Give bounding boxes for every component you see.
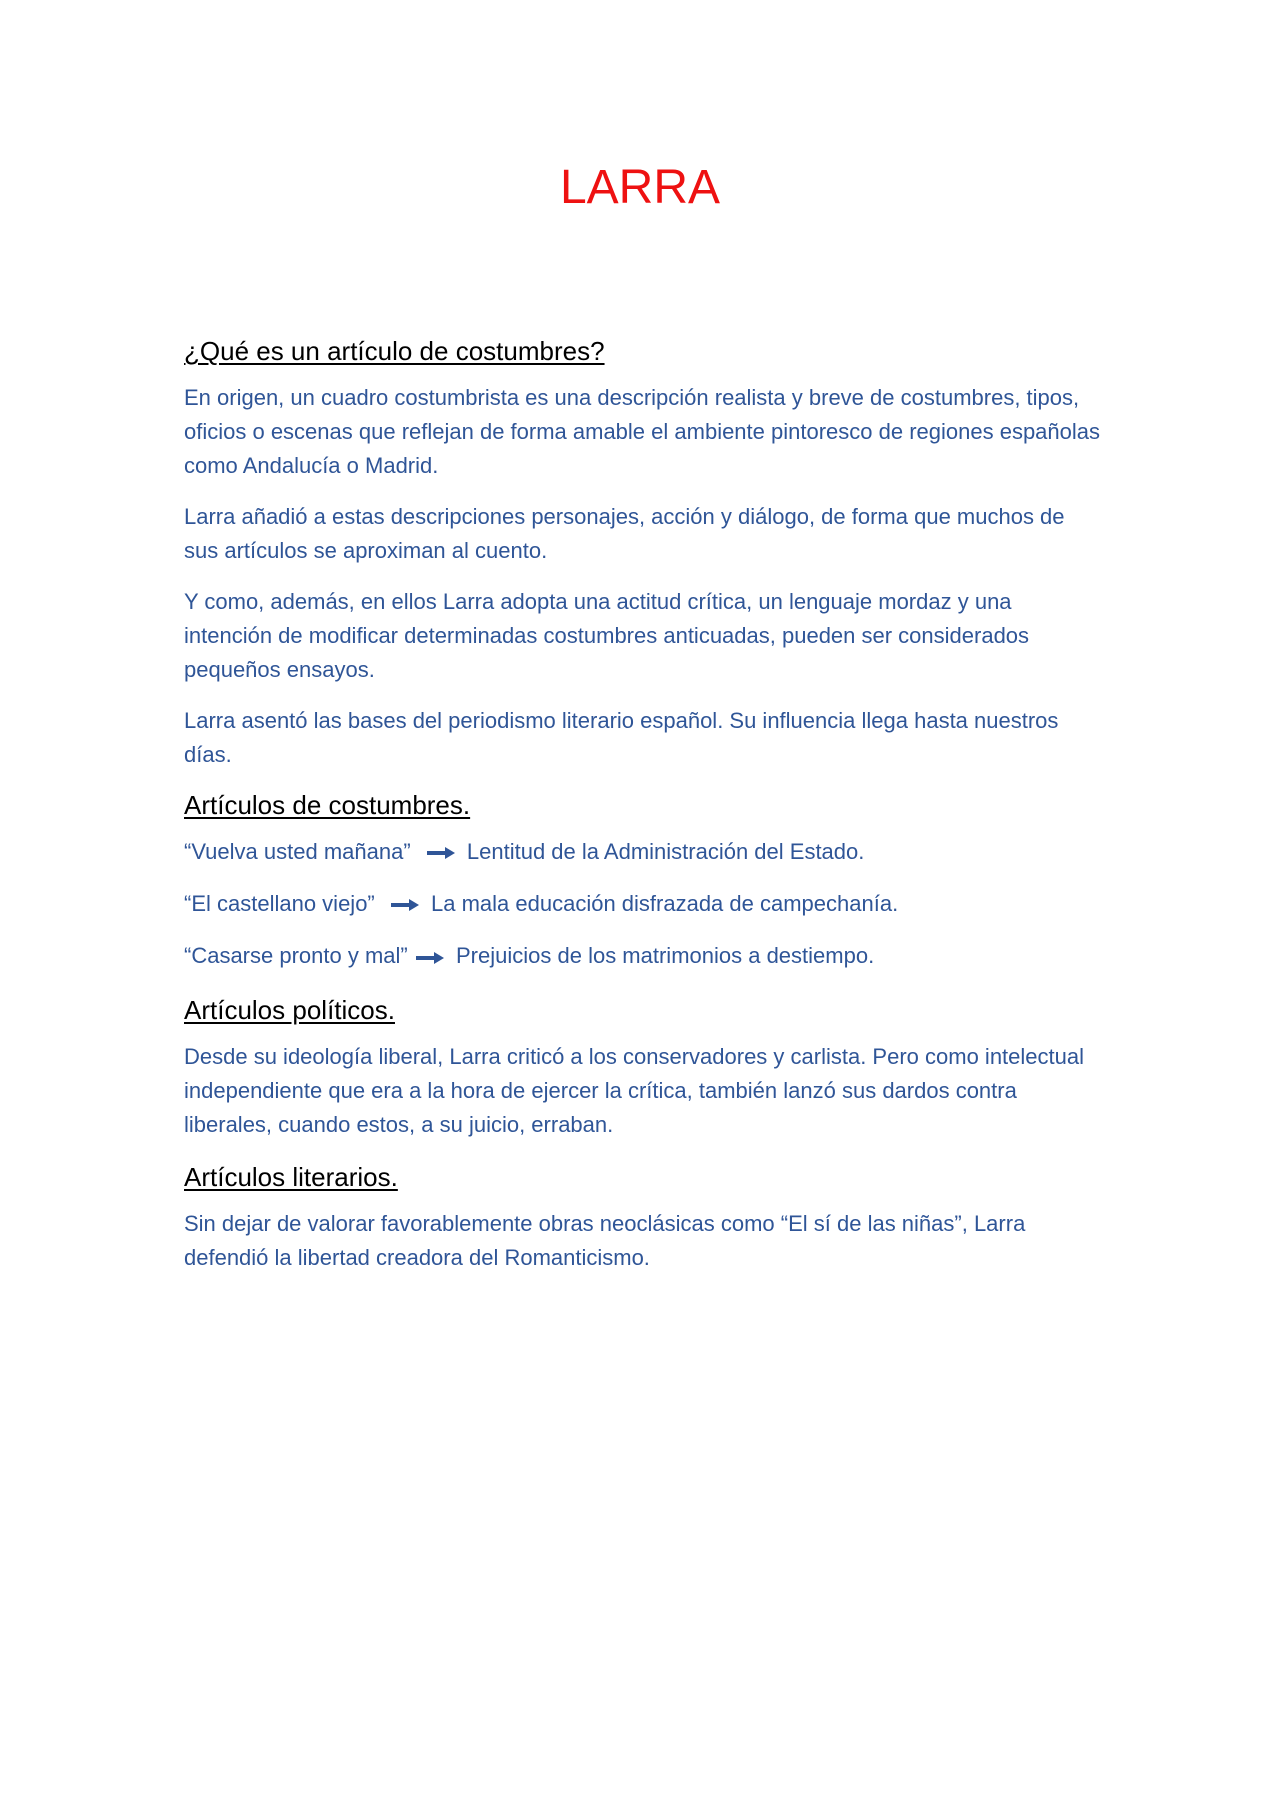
article-item bbox=[184, 835, 1104, 870]
paragraph: Y como, además, en ellos Larra adopta una actitud crítica, un lenguaje mordaz y una intención de modificar determinadas costumbres anticuadas, pueden ser considerados pequeños ensayos. bbox=[184, 589, 1030, 682]
section-articulos-literarios bbox=[184, 1159, 1104, 1275]
article-title: “Casarse pronto y mal” bbox=[184, 943, 408, 969]
article-description: Prejuicios de los matrimonios a destiempo. bbox=[456, 943, 875, 969]
right-arrow-icon bbox=[427, 836, 455, 870]
article-item bbox=[184, 939, 1104, 974]
right-arrow-icon bbox=[416, 941, 444, 975]
article-title: “Vuelva usted mañana” bbox=[184, 839, 411, 864]
paragraph: Desde su ideología liberal, Larra criticó a los conservadores y carlista. Pero como intelectual independiente que era a la hora de ejercer la crítica, también lanzó sus dardos contra liberales, cuando estos, a su juicio, erraban. bbox=[184, 1043, 1084, 1137]
article-description: La mala educación disfrazada de campechanía. bbox=[431, 891, 899, 917]
section-heading: ¿Qué es un artículo de costumbres? bbox=[184, 336, 605, 366]
section-articulos-costumbres bbox=[184, 787, 1104, 975]
section-heading: Artículos políticos. bbox=[184, 994, 395, 1025]
paragraph: En origen, un cuadro costumbrista es una descripción realista y breve de costumbres, tipos, oficios o escenas que reflejan de forma amable el ambiente pintoresco de regiones españolas como Andalucía o Madrid. bbox=[184, 385, 1101, 478]
paragraph: Sin dejar de valorar favorablemente obras neoclásicas como “El sí de las niñas”, Larra defendió la libertad creadora del Romanticismo. bbox=[184, 1210, 1026, 1270]
document-title: LARRA bbox=[559, 161, 721, 214]
paragraph: Larra añadió a estas descripciones personajes, acción y diálogo, de forma que muchos de sus artículos se aproximan al cuento. bbox=[184, 504, 1065, 563]
article-description: Lentitud de la Administración del Estado. bbox=[466, 839, 865, 864]
document-body bbox=[184, 333, 1104, 1292]
article-item bbox=[184, 887, 1104, 922]
paragraph: Larra asentó las bases del periodismo literario español. Su influencia llega hasta nuestros días. bbox=[184, 708, 1059, 767]
right-arrow-icon bbox=[391, 888, 419, 922]
section-heading: Artículos de costumbres. bbox=[184, 790, 471, 820]
section-heading: Artículos literarios. bbox=[184, 1161, 398, 1192]
section-articulos-politicos bbox=[184, 992, 1104, 1142]
article-title: “El castellano viejo” bbox=[184, 891, 375, 917]
section-what-is-article bbox=[184, 333, 1104, 772]
